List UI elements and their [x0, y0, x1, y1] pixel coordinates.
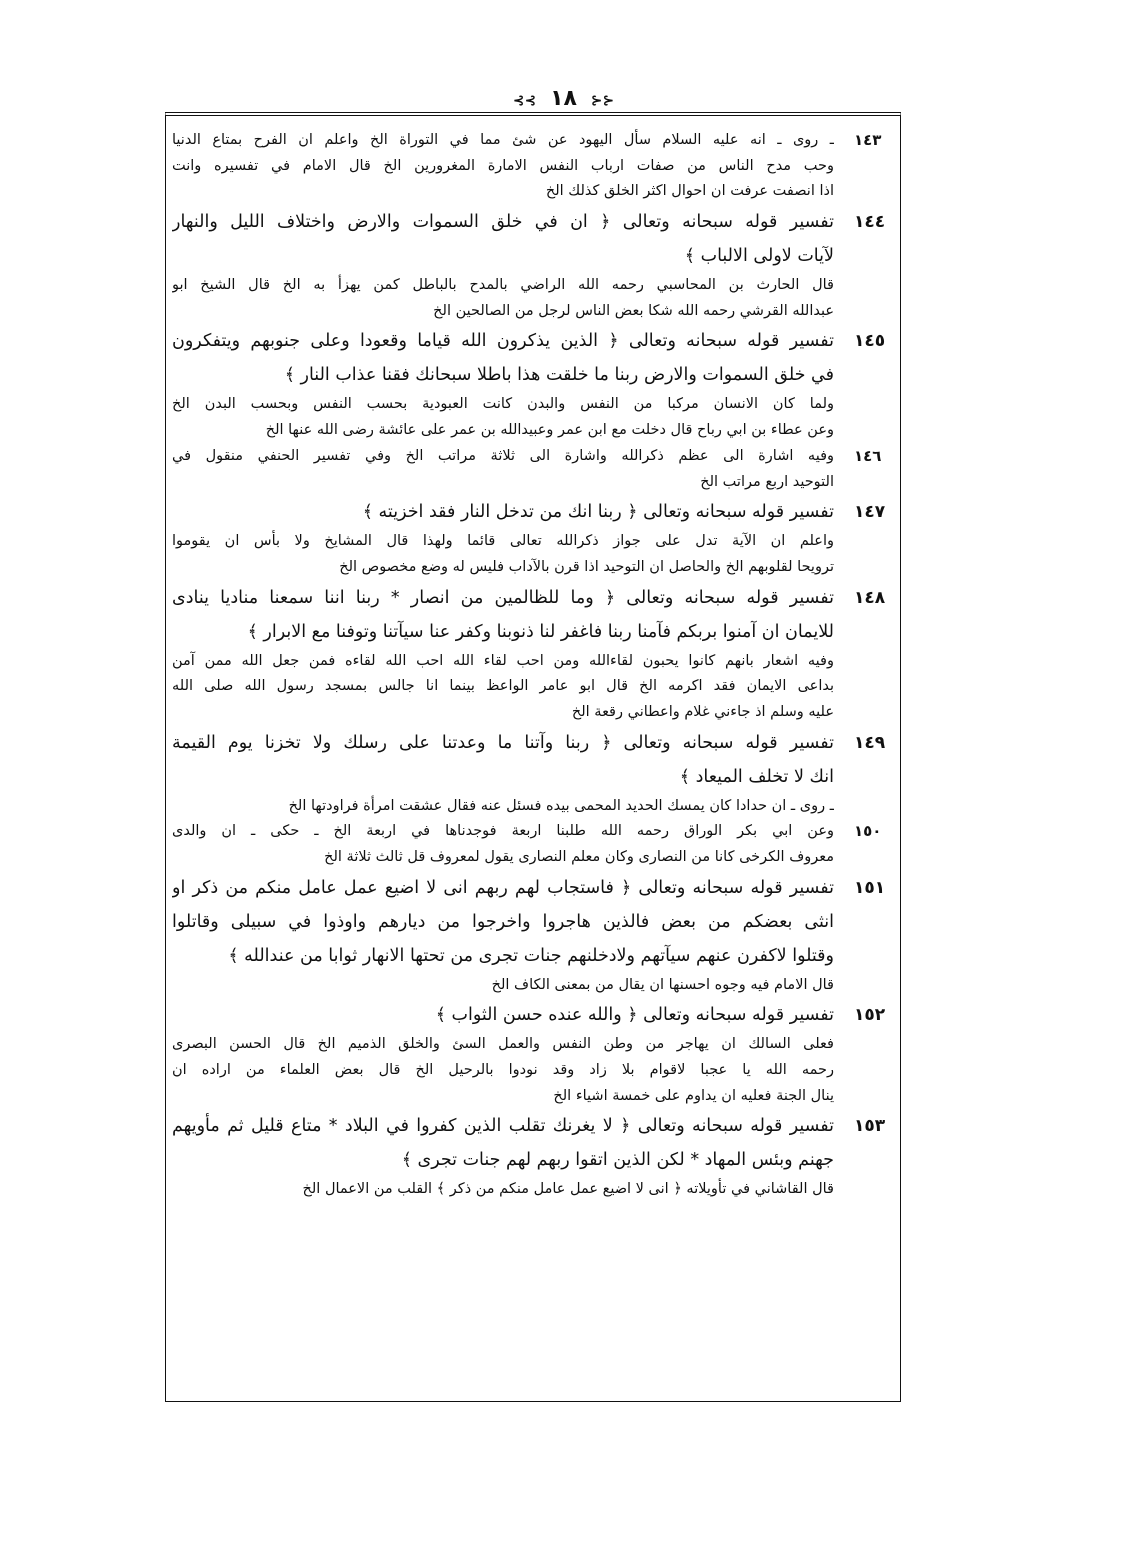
entry-e148 — [172, 581, 900, 649]
page-number — [0, 86, 1127, 111]
entry-e143 — [172, 128, 900, 205]
page-content — [172, 128, 900, 1203]
text-line: قال الحارث بن المحاسبي رحمه الله الراضي بالمدح بالباطل كمن يهزأ به الخ قال الشيخ ابو — [172, 277, 834, 294]
entry-e151 — [172, 871, 900, 973]
entry-e148b — [172, 649, 900, 726]
entry-e145b — [172, 392, 900, 443]
text-line: تفسير قوله سبحانه وتعالى ﴿ وما للظالمين من انصار * ربنا اننا سمعنا مناديا ينادى — [172, 587, 834, 608]
text-line: وفيه اشعار بانهم كانوا يحبون لقاءالله ومن احب لقاء الله احب الله لقاءه فمن جعل الله ممن آمن — [172, 652, 834, 669]
text-line: ولما كان الانسان مركبا من النفس والبدن كانت العبودية بحسب النفس وبحسب البدن الخ — [172, 396, 834, 413]
entry-number: ١٥٢ — [854, 1005, 886, 1026]
entry-number: ١٤٧ — [854, 502, 886, 523]
text-line: انك لا تخلف الميعاد ﴾ — [679, 766, 834, 787]
text-line: لآيات لاولى الالباب ﴾ — [684, 246, 834, 267]
text-line: رحمه الله يا عجبا لاقوام بلا زاد وقد نودوا بالرحيل الخ قال بعض العلماء من اراده ان — [172, 1062, 834, 1079]
entry-e147 — [172, 495, 900, 529]
entry-number: ١٥٠ — [854, 822, 882, 841]
text-line: ترويحا لقلوبهم الخ والحاصل ان التوحيد اذا قرن بالآداب فليس له وضع مخصوص الخ — [339, 558, 834, 575]
text-line: بداعى الايمان فقد اكرمه الخ قال ابو عامر الواعظ بينما انا جالس بمسجد رسول الله صلى الله — [172, 678, 834, 695]
text-line: ينال الجنة فعليه ان يداوم على خمسة اشياء الخ — [553, 1087, 834, 1104]
text-line: تفسير قوله سبحانه وتعالى ﴿ الذين يذكرون الله قياما وقعودا وعلى جنوبهم ويتفكرون — [172, 331, 834, 352]
entry-number: ١٤٨ — [854, 587, 886, 608]
text-line: التوحيد اربع مراتب الخ — [700, 473, 834, 490]
ornament-left: ⊰⊰ — [512, 93, 537, 109]
text-line: تفسير قوله سبحانه وتعالى ﴿ ربنا وآتنا ما وعدتنا على رسلك ولا تخزنا يوم القيمة — [172, 732, 834, 753]
text-line: فعلى السالك ان يهاجر من وطن النفس والعمل السئ والخلق الذميم الخ قال الحسن البصرى — [172, 1036, 834, 1053]
text-line: للايمان ان آمنوا بربكم فآمنا ربنا فاغفر لنا ذنوبنا وكفر عنا سيآتنا وتوفنا مع الابرار ﴾ — [247, 621, 834, 642]
entry-e153 — [172, 1109, 900, 1177]
text-line: وعن عطاء بن ابي رباح قال دخلت مع ابن عمر وعبيدالله بن عمر على عائشة رضى الله عنها الخ — [265, 422, 834, 439]
entry-e146 — [172, 444, 900, 495]
page-number-text: ١٨ — [550, 86, 577, 111]
entry-number: ١٥١ — [854, 877, 886, 898]
text-line: اذا انصفت عرفت ان احوال اكثر الخلق كذلك الخ — [545, 183, 834, 200]
entry-e144 — [172, 205, 900, 273]
text-line: تفسير قوله سبحانه وتعالى ﴿ لا يغرنك تقلب الذين كفروا في البلاد * متاع قليل ثم مأويهم — [172, 1116, 834, 1137]
entry-e147b — [172, 529, 900, 580]
text-line: وقتلوا لاكفرن عنهم سيآتهم ولادخلنهم جنات تجرى من تحتها الانهار ثوابا من عندالله ﴾ — [228, 945, 834, 966]
text-line: تفسير قوله سبحانه وتعالى ﴿ والله عنده حسن الثواب ﴾ — [435, 1005, 834, 1026]
text-line: وفيه اشارة الى عظم ذكرالله واشارة الى ثلاثة مراتب الخ وفي تفسير الحنفي منقول في — [172, 447, 834, 464]
text-line: تفسير قوله سبحانه وتعالى ﴿ ربنا انك من تدخل النار فقد اخزيته ﴾ — [362, 502, 834, 523]
entry-e149b — [172, 794, 900, 820]
text-line: جهنم وبئس المهاد * لكن الذين اتقوا ربهم لهم جنات تجرى ﴾ — [401, 1150, 834, 1171]
text-line: قال القاشاني في تأويلاته ﴿ انى لا اضيع عمل عامل منكم من ذكر ﴾ القلب من الاعمال الخ — [302, 1181, 834, 1198]
text-line: انثى بعضكم من بعض فالذين هاجروا واخرجوا من ديارهم واوذوا في سبيلى وقاتلوا — [172, 911, 834, 932]
entry-number: ١٤٦ — [854, 446, 882, 465]
text-line: ـ روى ـ انه عليه السلام سأل اليهود عن شئ مما في التوراة الخ واعلم ان الفرح بمتاع الدنيا — [172, 132, 834, 148]
entry-e152b — [172, 1032, 900, 1109]
entry-e145 — [172, 324, 900, 392]
text-line: وعن ابي بكر الوراق رحمه الله طلبنا اربعة فوجدناها في اربعة الخ ـ حكى ـ ان والدى — [172, 823, 834, 840]
entry-e151b — [172, 973, 900, 999]
entry-number: ١٤٥ — [854, 331, 886, 352]
text-line: واعلم ان الآية تدل على جواز ذكرالله تعالى قائما ولهذا قال المشايخ ولا بأس ان يقوموا — [172, 533, 834, 550]
text-line: تفسير قوله سبحانه وتعالى ﴿ فاستجاب لهم ربهم انى لا اضيع عمل عامل منكم من ذكر او — [172, 877, 834, 898]
text-line: ـ روى ـ ان حدادا كان يمسك الحديد المحمى بيده فسئل عنه فقال عشقت امرأة فراودتها الخ — [288, 797, 834, 814]
entry-number: ١٤٣ — [854, 131, 882, 149]
entry-e149 — [172, 726, 900, 794]
text-line: في خلق السموات والارض ربنا ما خلقت هذا باطلا سبحانك فقنا عذاب النار ﴾ — [284, 365, 834, 386]
entry-number: ١٤٤ — [854, 212, 886, 233]
text-line: معروف الكرخى كانا من النصارى وكان معلم النصارى يقول لمعروف قل ثالث ثلاثة الخ — [324, 849, 834, 865]
ornament-right: ⊱⊱ — [590, 93, 615, 109]
entry-e150 — [172, 819, 900, 870]
entry-e153b — [172, 1177, 900, 1203]
text-line: قال الامام فيه وجوه احسنها ان يقال من بمعنى الكاف الخ — [491, 976, 834, 993]
entry-e152 — [172, 998, 900, 1032]
text-line: عبدالله القرشي رحمه الله شكا بعض الناس لرجل من الصالحين الخ — [433, 302, 834, 319]
text-line: عليه وسلم اذ جاءني غلام واعطاني رقعة الخ — [571, 703, 834, 720]
text-line: تفسير قوله سبحانه وتعالى ﴿ ان في خلق السموات والارض واختلاف الليل والنهار — [172, 212, 834, 233]
entry-e144b — [172, 273, 900, 324]
text-line: وحب مدح الناس من صفات ارباب النفس الامارة المغرورين الخ قال الامام في تفسيره وانت — [172, 157, 834, 174]
entry-number: ١٥٣ — [854, 1116, 886, 1137]
entry-number: ١٤٩ — [854, 732, 886, 753]
